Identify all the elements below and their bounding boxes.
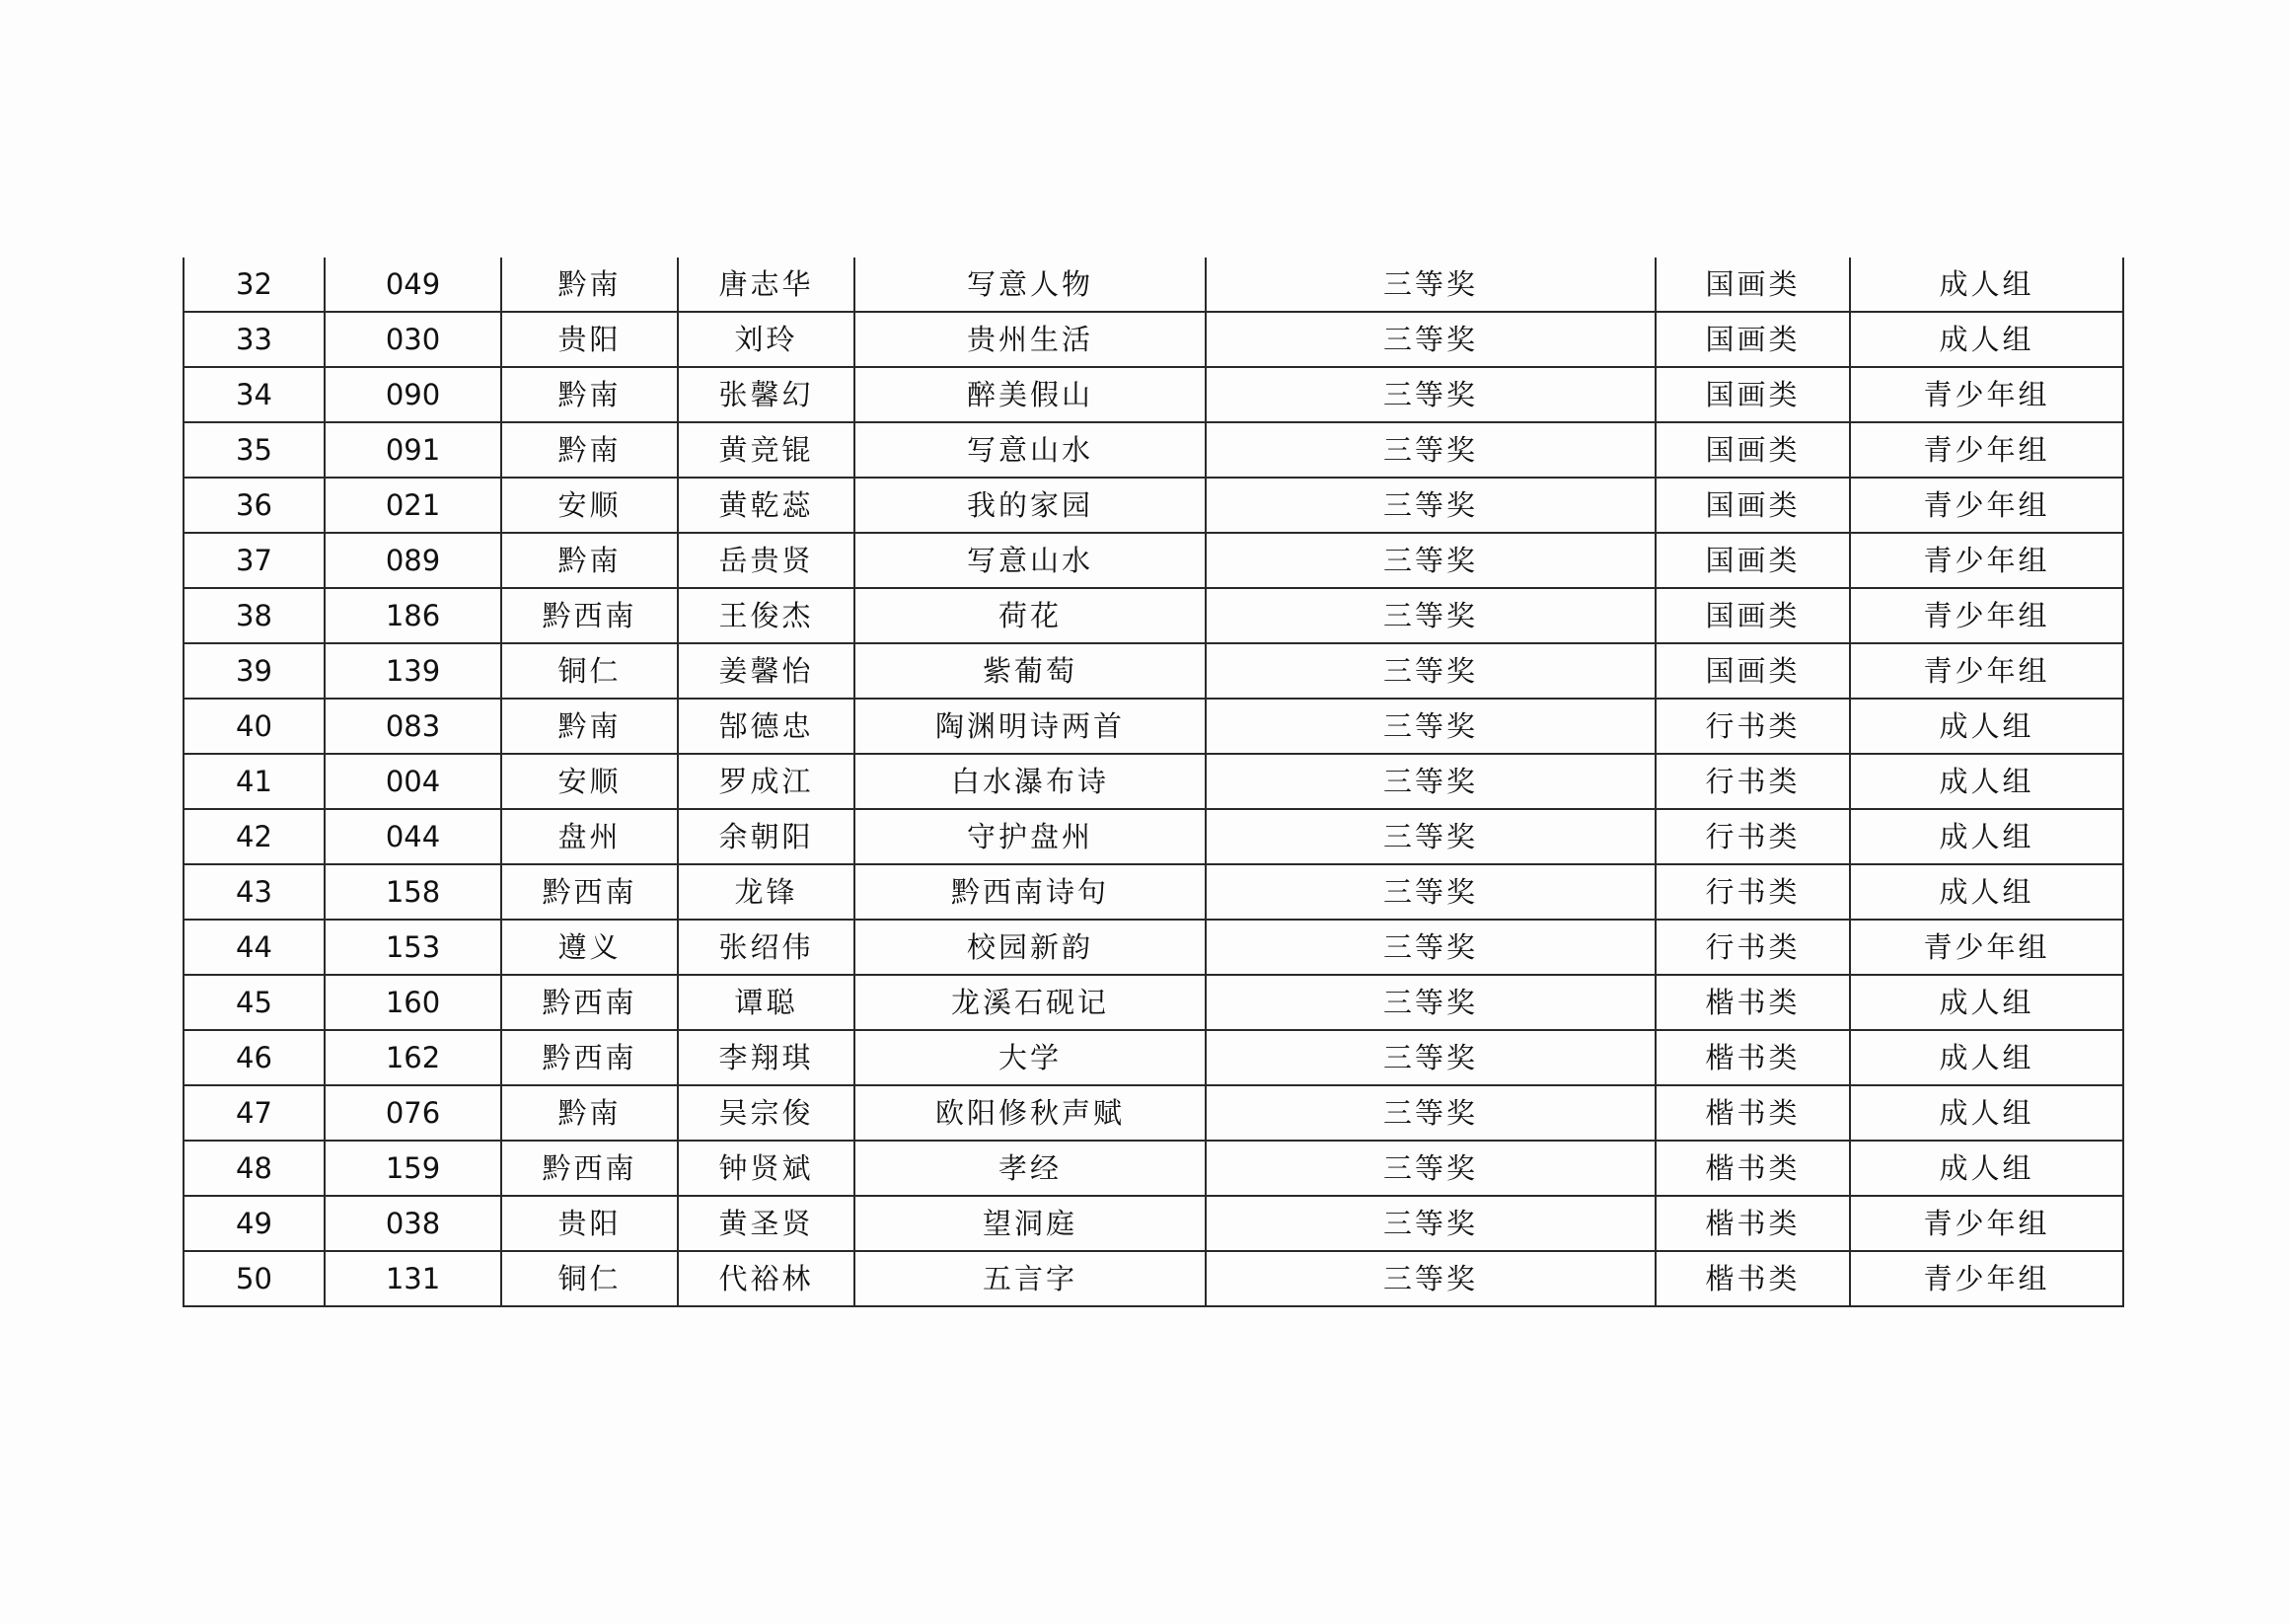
entry-number-cell: 139 (325, 643, 501, 699)
region-cell: 贵阳 (501, 1196, 678, 1251)
age-group-cell: 成人组 (1850, 1030, 2123, 1085)
author-name-cell: 黄竞锟 (678, 422, 854, 478)
table-row (184, 754, 2123, 809)
serial-number-cell: 32 (184, 258, 325, 312)
author-name-cell: 黄圣贤 (678, 1196, 854, 1251)
author-name-cell: 余朝阳 (678, 809, 854, 864)
age-group-cell: 青少年组 (1850, 588, 2123, 643)
serial-number-cell: 36 (184, 478, 325, 533)
category-cell: 楷书类 (1656, 1196, 1850, 1251)
table-row (184, 367, 2123, 422)
serial-number-cell: 39 (184, 643, 325, 699)
serial-number-cell: 41 (184, 754, 325, 809)
author-name-cell: 钟贤斌 (678, 1141, 854, 1196)
work-title-cell: 紫葡萄 (854, 643, 1206, 699)
category-cell: 行书类 (1656, 864, 1850, 920)
entry-number-cell: 090 (325, 367, 501, 422)
table-row (184, 1141, 2123, 1196)
entry-number-cell: 091 (325, 422, 501, 478)
award-level-cell: 三等奖 (1206, 809, 1656, 864)
work-title-cell: 白水瀑布诗 (854, 754, 1206, 809)
work-title-cell: 醉美假山 (854, 367, 1206, 422)
table-row (184, 643, 2123, 699)
category-cell: 楷书类 (1656, 1085, 1850, 1141)
serial-number-cell: 40 (184, 699, 325, 754)
author-name-cell: 刘玲 (678, 312, 854, 367)
serial-number-cell: 44 (184, 920, 325, 975)
table-row (184, 975, 2123, 1030)
author-name-cell: 代裕林 (678, 1251, 854, 1306)
region-cell: 盘州 (501, 809, 678, 864)
entry-number-cell: 160 (325, 975, 501, 1030)
author-name-cell: 姜馨怡 (678, 643, 854, 699)
award-level-cell: 三等奖 (1206, 258, 1656, 312)
work-title-cell: 孝经 (854, 1141, 1206, 1196)
table-row (184, 1085, 2123, 1141)
age-group-cell: 青少年组 (1850, 367, 2123, 422)
serial-number-cell: 45 (184, 975, 325, 1030)
category-cell: 国画类 (1656, 478, 1850, 533)
entry-number-cell: 038 (325, 1196, 501, 1251)
author-name-cell: 岳贵贤 (678, 533, 854, 588)
region-cell: 黔西南 (501, 1030, 678, 1085)
category-cell: 楷书类 (1656, 1141, 1850, 1196)
region-cell: 黔南 (501, 533, 678, 588)
author-name-cell: 李翔琪 (678, 1030, 854, 1085)
age-group-cell: 青少年组 (1850, 533, 2123, 588)
entry-number-cell: 044 (325, 809, 501, 864)
table-row (184, 1251, 2123, 1306)
entry-number-cell: 004 (325, 754, 501, 809)
age-group-cell: 成人组 (1850, 1085, 2123, 1141)
serial-number-cell: 34 (184, 367, 325, 422)
age-group-cell: 成人组 (1850, 754, 2123, 809)
category-cell: 国画类 (1656, 588, 1850, 643)
table-row (184, 312, 2123, 367)
region-cell: 黔西南 (501, 864, 678, 920)
table-row (184, 1196, 2123, 1251)
age-group-cell: 青少年组 (1850, 920, 2123, 975)
region-cell: 黔南 (501, 258, 678, 312)
work-title-cell: 贵州生活 (854, 312, 1206, 367)
serial-number-cell: 49 (184, 1196, 325, 1251)
work-title-cell: 我的家园 (854, 478, 1206, 533)
serial-number-cell: 42 (184, 809, 325, 864)
table-row (184, 588, 2123, 643)
category-cell: 国画类 (1656, 367, 1850, 422)
age-group-cell: 青少年组 (1850, 1251, 2123, 1306)
entry-number-cell: 153 (325, 920, 501, 975)
award-level-cell: 三等奖 (1206, 422, 1656, 478)
award-level-cell: 三等奖 (1206, 1085, 1656, 1141)
age-group-cell: 成人组 (1850, 809, 2123, 864)
table-row (184, 422, 2123, 478)
category-cell: 楷书类 (1656, 975, 1850, 1030)
work-title-cell: 欧阳修秋声赋 (854, 1085, 1206, 1141)
entry-number-cell: 186 (325, 588, 501, 643)
table-row (184, 478, 2123, 533)
work-title-cell: 守护盘州 (854, 809, 1206, 864)
region-cell: 黔南 (501, 699, 678, 754)
entry-number-cell: 158 (325, 864, 501, 920)
author-name-cell: 王俊杰 (678, 588, 854, 643)
table-row (184, 699, 2123, 754)
serial-number-cell: 47 (184, 1085, 325, 1141)
award-table-body (184, 258, 2123, 1306)
entry-number-cell: 076 (325, 1085, 501, 1141)
work-title-cell: 荷花 (854, 588, 1206, 643)
age-group-cell: 成人组 (1850, 1141, 2123, 1196)
award-level-cell: 三等奖 (1206, 643, 1656, 699)
category-cell: 行书类 (1656, 809, 1850, 864)
serial-number-cell: 50 (184, 1251, 325, 1306)
work-title-cell: 写意山水 (854, 422, 1206, 478)
table-row (184, 920, 2123, 975)
author-name-cell: 龙锋 (678, 864, 854, 920)
award-level-cell: 三等奖 (1206, 533, 1656, 588)
region-cell: 黔西南 (501, 975, 678, 1030)
region-cell: 黔西南 (501, 1141, 678, 1196)
table-row (184, 864, 2123, 920)
award-level-cell: 三等奖 (1206, 864, 1656, 920)
award-level-cell: 三等奖 (1206, 367, 1656, 422)
author-name-cell: 黄乾蕊 (678, 478, 854, 533)
author-name-cell: 吴宗俊 (678, 1085, 854, 1141)
region-cell: 铜仁 (501, 643, 678, 699)
serial-number-cell: 33 (184, 312, 325, 367)
entry-number-cell: 089 (325, 533, 501, 588)
age-group-cell: 青少年组 (1850, 422, 2123, 478)
age-group-cell: 青少年组 (1850, 643, 2123, 699)
work-title-cell: 五言字 (854, 1251, 1206, 1306)
category-cell: 国画类 (1656, 533, 1850, 588)
category-cell: 楷书类 (1656, 1030, 1850, 1085)
author-name-cell: 张馨幻 (678, 367, 854, 422)
category-cell: 行书类 (1656, 754, 1850, 809)
award-level-cell: 三等奖 (1206, 312, 1656, 367)
age-group-cell: 成人组 (1850, 312, 2123, 367)
table-row (184, 1030, 2123, 1085)
work-title-cell: 龙溪石砚记 (854, 975, 1206, 1030)
entry-number-cell: 083 (325, 699, 501, 754)
age-group-cell: 青少年组 (1850, 478, 2123, 533)
serial-number-cell: 43 (184, 864, 325, 920)
work-title-cell: 校园新韵 (854, 920, 1206, 975)
table-row (184, 809, 2123, 864)
age-group-cell: 成人组 (1850, 258, 2123, 312)
table-row (184, 258, 2123, 312)
work-title-cell: 大学 (854, 1030, 1206, 1085)
award-level-cell: 三等奖 (1206, 975, 1656, 1030)
category-cell: 国画类 (1656, 258, 1850, 312)
award-level-cell: 三等奖 (1206, 699, 1656, 754)
author-name-cell: 唐志华 (678, 258, 854, 312)
table-row (184, 533, 2123, 588)
serial-number-cell: 35 (184, 422, 325, 478)
region-cell: 安顺 (501, 478, 678, 533)
award-level-cell: 三等奖 (1206, 1251, 1656, 1306)
region-cell: 铜仁 (501, 1251, 678, 1306)
award-level-cell: 三等奖 (1206, 920, 1656, 975)
region-cell: 黔南 (501, 367, 678, 422)
category-cell: 国画类 (1656, 312, 1850, 367)
region-cell: 黔西南 (501, 588, 678, 643)
award-level-cell: 三等奖 (1206, 478, 1656, 533)
region-cell: 黔南 (501, 1085, 678, 1141)
award-level-cell: 三等奖 (1206, 588, 1656, 643)
serial-number-cell: 38 (184, 588, 325, 643)
category-cell: 行书类 (1656, 699, 1850, 754)
work-title-cell: 望洞庭 (854, 1196, 1206, 1251)
work-title-cell: 写意人物 (854, 258, 1206, 312)
region-cell: 贵阳 (501, 312, 678, 367)
age-group-cell: 成人组 (1850, 864, 2123, 920)
award-list-table (183, 258, 2124, 1307)
region-cell: 黔南 (501, 422, 678, 478)
age-group-cell: 青少年组 (1850, 1196, 2123, 1251)
entry-number-cell: 131 (325, 1251, 501, 1306)
region-cell: 遵义 (501, 920, 678, 975)
award-level-cell: 三等奖 (1206, 1196, 1656, 1251)
author-name-cell: 张绍伟 (678, 920, 854, 975)
entry-number-cell: 162 (325, 1030, 501, 1085)
category-cell: 国画类 (1656, 643, 1850, 699)
category-cell: 国画类 (1656, 422, 1850, 478)
age-group-cell: 成人组 (1850, 975, 2123, 1030)
award-level-cell: 三等奖 (1206, 754, 1656, 809)
author-name-cell: 谭聪 (678, 975, 854, 1030)
work-title-cell: 黔西南诗句 (854, 864, 1206, 920)
entry-number-cell: 021 (325, 478, 501, 533)
serial-number-cell: 48 (184, 1141, 325, 1196)
work-title-cell: 陶渊明诗两首 (854, 699, 1206, 754)
entry-number-cell: 159 (325, 1141, 501, 1196)
age-group-cell: 成人组 (1850, 699, 2123, 754)
serial-number-cell: 46 (184, 1030, 325, 1085)
award-level-cell: 三等奖 (1206, 1030, 1656, 1085)
serial-number-cell: 37 (184, 533, 325, 588)
author-name-cell: 郜德忠 (678, 699, 854, 754)
entry-number-cell: 030 (325, 312, 501, 367)
category-cell: 行书类 (1656, 920, 1850, 975)
category-cell: 楷书类 (1656, 1251, 1850, 1306)
entry-number-cell: 049 (325, 258, 501, 312)
work-title-cell: 写意山水 (854, 533, 1206, 588)
award-level-cell: 三等奖 (1206, 1141, 1656, 1196)
region-cell: 安顺 (501, 754, 678, 809)
author-name-cell: 罗成江 (678, 754, 854, 809)
